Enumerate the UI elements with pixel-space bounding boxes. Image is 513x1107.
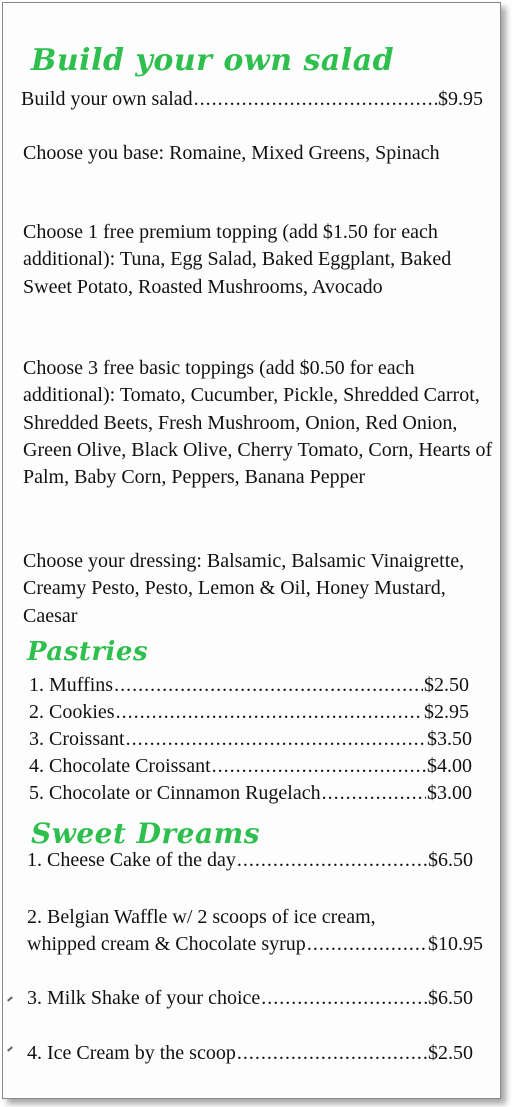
item-name: 4. Chocolate Croissant (29, 755, 211, 777)
item-name: 5. Chocolate or Cinnamon Rugelach (29, 782, 321, 804)
menu-item-cheese-cake (27, 848, 473, 872)
item-name: 3. Croissant (29, 728, 125, 750)
salad-premium-toppings: Choose 1 free premium topping (add $1.50 for each additional): Tuna, Egg Salad, Baked Eggplant, Baked Sweet Potato, Roasted Mushrooms, Avocado (23, 221, 452, 298)
menu-page (2, 2, 501, 1099)
item-price: $4.00 (427, 755, 472, 777)
item-name: 4. Ice Cream by the scoop (27, 1042, 236, 1064)
leader-dots (322, 781, 426, 805)
menu-item-croissant (29, 727, 472, 751)
scan-mark (7, 1046, 13, 1051)
salad-section-title: Build your own salad (31, 43, 395, 78)
item-price: $6.50 (428, 987, 473, 1009)
item-price: $2.50 (428, 1042, 473, 1064)
item-price: $10.95 (428, 933, 483, 955)
menu-item-belgian-waffle (27, 932, 483, 956)
item-price: $2.50 (424, 674, 469, 696)
salad-basic-toppings: Choose 3 free basic toppings (add $0.50 for each additional): Tomato, Cucumber, Pickle, Shredded Carrot, Shredded Beets, Fresh Mushroom, Onion, Red Onion, Green Olive, Black Olive, Cherry Tomato, Corn, Hearts of Palm, Baby Corn, Peppers, Banana Pepper (23, 357, 493, 489)
sweet-dreams-section-title: Sweet Dreams (31, 817, 261, 850)
leader-dots (114, 673, 423, 697)
leader-dots (116, 700, 423, 724)
item-name: 1. Muffins (29, 674, 114, 696)
item-price: $3.00 (427, 782, 472, 804)
leader-dots (126, 727, 426, 751)
menu-item-ice-cream (27, 1041, 473, 1065)
leader-dots (261, 986, 427, 1010)
item-price: $2.95 (424, 701, 469, 723)
leader-dots (212, 754, 426, 778)
menu-item-muffins (29, 673, 469, 697)
pastries-section-title: Pastries (27, 637, 149, 667)
menu-item-chocolate-croissant (29, 754, 472, 778)
salad-base-options: Choose you base: Romaine, Mixed Greens, Spinach (23, 142, 440, 164)
leader-dots (307, 932, 427, 956)
menu-item-cookies (29, 700, 469, 724)
salad-dressing-options: Choose your dressing: Balsamic, Balsamic Vinaigrette, Creamy Pesto, Pesto, Lemon & Oil, Honey Mustard, Caesar (23, 550, 465, 627)
menu-item-belgian-waffle-line1 (27, 905, 483, 929)
item-price: $9.95 (438, 88, 483, 110)
menu-item-build-salad (21, 87, 483, 111)
item-name: whipped cream & Chocolate syrup (27, 933, 306, 955)
item-name: 1. Cheese Cake of the day (27, 849, 236, 871)
item-name: 2. Cookies (29, 701, 115, 723)
item-description: 2. Belgian Waffle w/ 2 scoops of ice cream, (27, 906, 376, 928)
item-price: $3.50 (427, 728, 472, 750)
menu-item-rugelach (29, 781, 472, 805)
leader-dots (194, 87, 437, 111)
leader-dots (237, 1041, 427, 1065)
menu-item-milk-shake (27, 986, 473, 1010)
item-name: Build your own salad (21, 88, 193, 110)
leader-dots (237, 848, 427, 872)
item-price: $6.50 (428, 849, 473, 871)
scan-mark (7, 996, 13, 1001)
item-name: 3. Milk Shake of your choice (27, 987, 261, 1009)
